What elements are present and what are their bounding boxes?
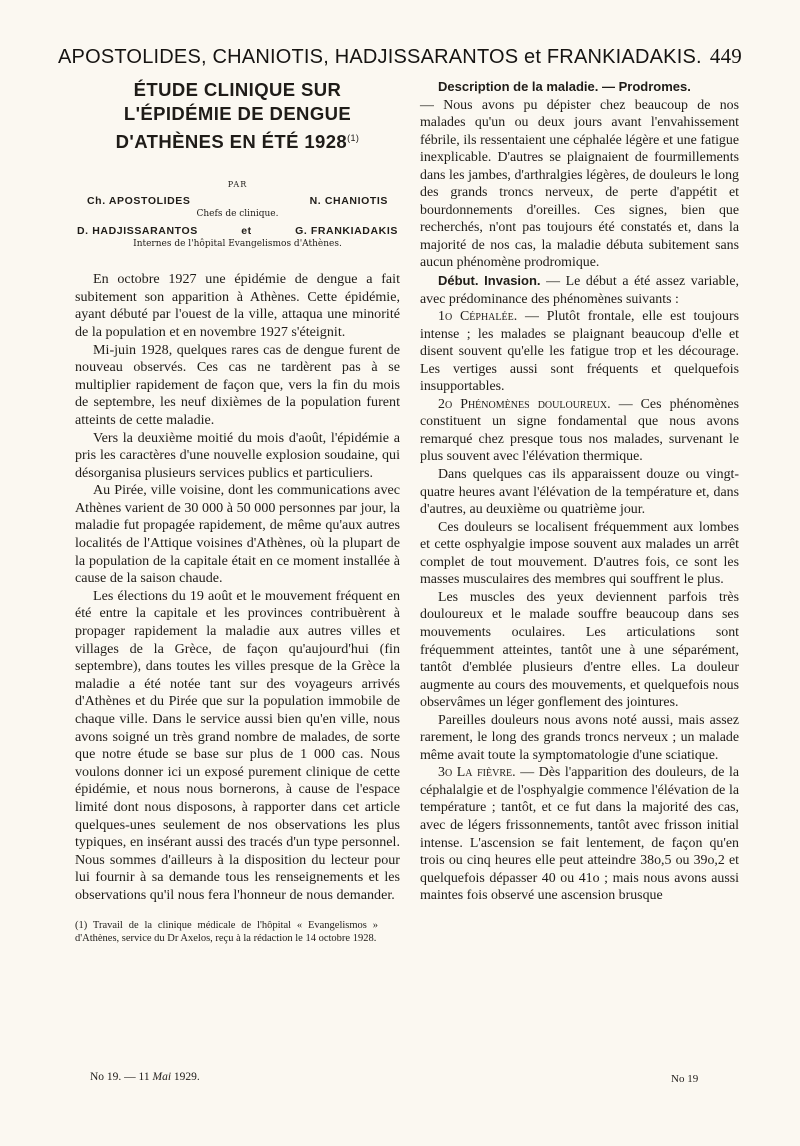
authors-row-2	[75, 225, 400, 237]
footnote: (1) Travail de la clinique médicale de l'hôpital « Evangelismos » d'Athènes, service du Dr Axelos, reçu à la rédaction le 14 octobre 1928.	[75, 919, 378, 944]
issue-prefix: No 19. — 11	[90, 1071, 150, 1083]
page-number: 449	[709, 44, 742, 68]
paragraph: Dans quelques cas ils apparaissent douze ou vingt-quatre heures avant l'élévation de la température et, dans d'autres, au deuxième ou quatrième jour.	[420, 467, 739, 518]
section-heading: Description de la maladie. — Prodromes.	[438, 79, 691, 94]
title-line-2: L'ÉPIDÉMIE DE DENGUE	[123, 103, 352, 124]
affiliation-1: Chefs de clinique.	[196, 209, 279, 220]
paragraph-text: — Ces phénomènes constituent un signe fondamental que nous avons remarqué chez presque tous nos malades, survenant le plus souvent avec l'élévation thermique.	[420, 396, 740, 465]
paragraph-text: — Plutôt frontale, elle est toujours intense ; les malades se plaignant beaucoup d'elle et disent souvent qu'elle les fatigue trop et les décourage. Les vertiges aussi sont fréquents et quelquefois insupportables.	[420, 309, 739, 395]
by-label: PAR	[227, 180, 248, 190]
paragraph: Vers la deuxième moitié du mois d'août, l'épidémie a pris les caractères d'une nouvelle explosion soudaine, qui désorganisa plusieurs services publics et particuliers.	[75, 429, 400, 481]
right-body	[420, 78, 739, 905]
issue-month: Mai	[152, 1071, 172, 1083]
issue-info	[90, 1071, 200, 1083]
paragraph	[420, 308, 739, 396]
paragraph: Les muscles des yeux deviennent parfois très douloureux et le malade souffre beaucoup dans ses mouvements oculaires. Les articulations sont fréquemment atteintes, tantôt une à une séparément, tantôt d'emblée plusieurs d'entre elles. La douleur augmente au cours des mouvements, et quelquefois nous observâmes un léger gonflement des jointures.	[420, 589, 739, 711]
paragraph-text: — Le début a été assez variable, avec prédominance des phénomènes suivants :	[420, 274, 739, 307]
running-title: APOSTOLIDES, CHANIOTIS, HADJISSARANTOS et FRANKIADAKIS.	[58, 46, 702, 68]
right-column	[420, 78, 739, 905]
paragraph	[420, 78, 739, 272]
author-apostolides: Ch. APOSTOLIDES	[87, 195, 191, 208]
title-line-3-text: D'ATHÈNES EN ÉTÉ 1928	[115, 131, 348, 153]
section-heading: Début. Invasion.	[438, 273, 541, 289]
paragraph-text: — Dès l'apparition des douleurs, de la céphalalgie et de l'osphyalgie commence l'élévation de la température ; tantôt, et ce fut dans la majorité des cas, avec de légers frissonnements, tantôt avec frisson initial intense. L'ascension se fait lentement, de façon qu'en trois ou cinq heures elle peut atteindre 38o,5 ou 39o,2 et quelquefois dépasser 40 ou 41o ; mais nous avons aussi maintes fois observé une ascension brusque	[420, 765, 739, 904]
left-body	[75, 271, 400, 904]
paragraph	[420, 764, 739, 904]
article-title	[75, 78, 400, 154]
section-heading: 2o Phénomènes douloureux.	[438, 396, 611, 412]
paragraph: Les élections du 19 août et le mouvement fréquent en été entre la capitale et les provinces contribuèrent à propager rapidement la maladie aux autres villes et villages de la Grèce, de façon qu'aujourd'hui (fin septembre), dans toutes les villes presque de la Grèce la maladie a été notée tant sur des voyageurs arrivés d'Athènes et du Pirée que sur la population immobile de chaque ville. Dans le service aussi bien qu'en ville, nous avons soigné un très grand nombre de malades, de sorte que notre étude se base sur plus de 1 000 cas. Nous voulons donner ici un exposé purement clinique de cette épidémie, et nous nous bornerons, à cause de l'espace limité dont nous disposons, à rapporter dans cet article quelques-unes seulement de nos observations les plus typiques, en insérant aussi des tracés d'un type personnel. Nous sommes d'ailleurs à la disposition du lecteur pour lui fournir à sa demande tous les renseignements et les observations qu'il nous fera l'honneur de nous demander.	[75, 587, 400, 903]
authors-conjunction: et	[241, 225, 252, 238]
author-hadjissarantos: D. HADJISSARANTOS	[77, 225, 198, 238]
affiliation-2: Internes de l'hôpital Evangelismos d'Athènes.	[133, 239, 342, 250]
issue-number: No 19	[671, 1073, 699, 1085]
title-line-3	[75, 126, 400, 154]
paragraph: Mi-juin 1928, quelques rares cas de dengue furent de nouveau observés. Ces cas ne tardèrent pas à se multiplier rapidement de façon que, vers la fin du mois de septembre, les neuf dixièmes de la population furent atteints de cette maladie.	[75, 341, 400, 428]
left-column	[75, 78, 400, 945]
paragraph: En octobre 1927 une épidémie de dengue a fait subitement son apparition à Athènes. Cette épidémie, ayant débuté par l'ouest de la ville, attaqua une minorité de la population et en novembre 1927 s'éteignit.	[75, 271, 400, 340]
author-frankiadakis: G. FRANKIADAKIS	[295, 225, 398, 238]
paragraph: Pareilles douleurs nous avons noté aussi, mais assez rarement, le long des grands troncs nerveux ; un malade même avait toute la symptomatologie d'une sciatique.	[420, 712, 739, 763]
paragraph: Ces douleurs se localisent fréquemment aux lombes et cette osphyalgie impose souvent aux malades un arrêt complet de tout mouvement. D'autres fois, ce sont les masses musculaires des membres qui souffrent le plus.	[420, 519, 739, 588]
title-line-1: ÉTUDE CLINIQUE SUR	[133, 79, 342, 100]
section-heading: 1o Céphalée.	[438, 309, 518, 325]
running-header	[58, 44, 742, 69]
authors-row-1	[75, 195, 400, 207]
paragraph	[420, 272, 739, 308]
section-heading: 3o La fièvre.	[438, 765, 516, 781]
paragraph	[420, 396, 739, 466]
author-chaniotis: N. CHANIOTIS	[309, 195, 388, 208]
paragraph-text: — Nous avons pu dépister chez beaucoup de nos malades qu'un ou deux jours avant l'envahissement fébrile, ils ressentaient une céphalée légère et une fatigue inexplicable. D'autres se plaignaient de fourmillements dans les jambes, d'arthralgies légères, de douleurs le long des grands troncs nerveux, de perte d'appétit et bourdonnements d'oreilles. Ces signes, bien que recherchés, n'ont pas toujours été constatés et, dans la majorité de nos cas, la maladie débuta subitement sans aucun phénomène prodromique.	[420, 97, 739, 271]
title-footnote-marker: (1)	[347, 133, 360, 143]
issue-year: 1929.	[173, 1071, 200, 1083]
paragraph: Au Pirée, ville voisine, dont les communications avec Athènes varient de 30 000 à 50 000 personnes par jour, la maladie fut propagée rapidement, de même qu'aux autres localités de l'Attique voisines d'Athènes, où la plupart de la population de la capitale était en ce moment installée à cause de la saison chaude.	[75, 482, 400, 587]
